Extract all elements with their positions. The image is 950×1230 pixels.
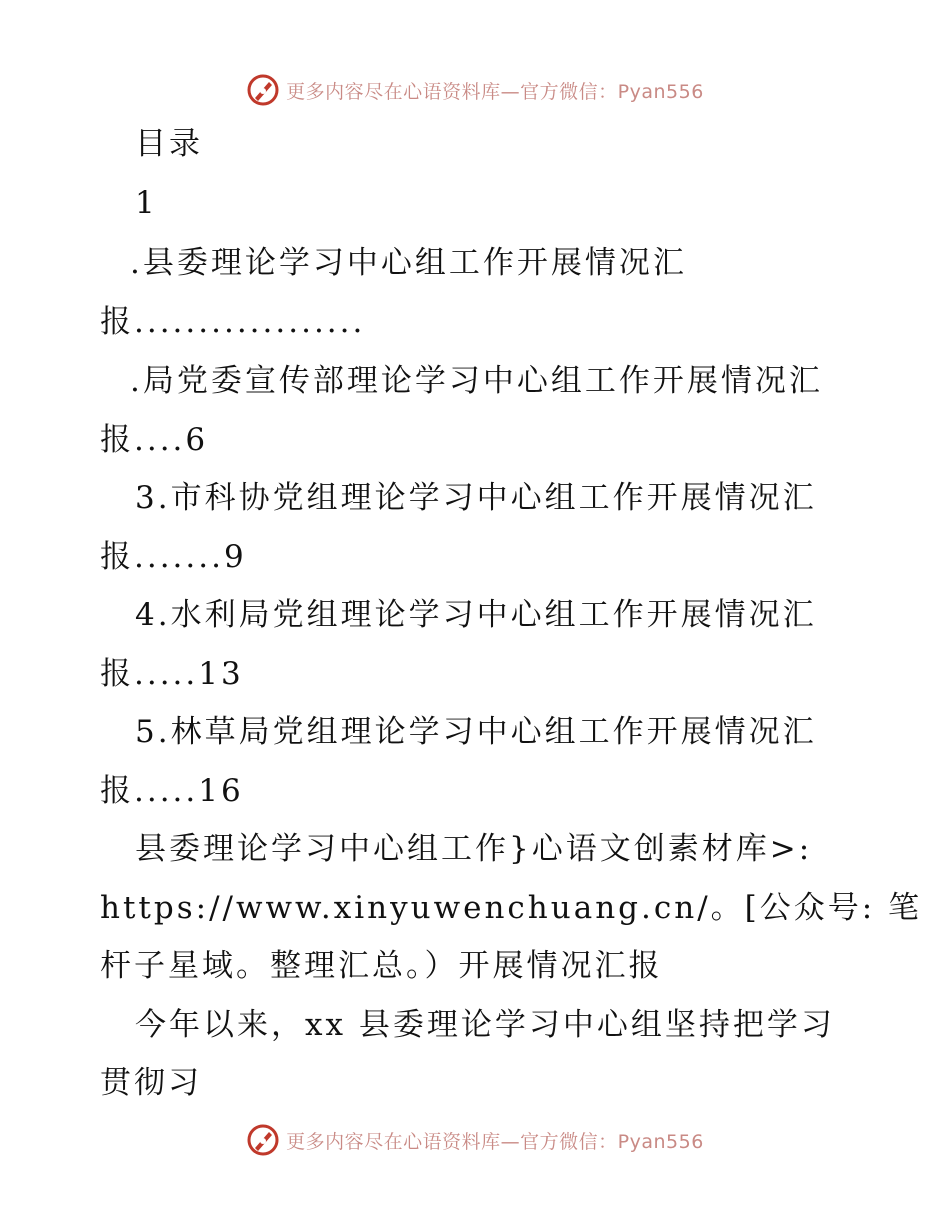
toc-entry-4-line2: 报.....13	[100, 656, 244, 692]
toc-heading: 目录	[135, 126, 203, 162]
watermark-text: 更多内容尽在心语资料库—官方微信：Pyan556	[286, 1130, 704, 1153]
toc-entry-3-line2: 报.......9	[100, 539, 247, 575]
toc-entry-1-line2: 报..................	[100, 304, 366, 340]
body-paragraph-line1: 今年以来，xx 县委理论学习中心组坚持把学习	[135, 1007, 835, 1043]
toc-entry-5-line2: 报.....16	[100, 773, 244, 809]
footer-watermark	[0, 1120, 950, 1160]
toc-entry-3-line1: 3.市科协党组理论学习中心组工作开展情况汇	[135, 480, 817, 516]
watermark-text: 更多内容尽在心语资料库—官方微信：Pyan556	[286, 80, 704, 103]
toc-entry-2-line1: .局党委宣传部理论学习中心组工作开展情况汇	[130, 363, 823, 399]
section-title-line1: 县委理论学习中心组工作}心语文创素材库>:	[135, 831, 813, 867]
pen-logo-icon	[246, 1123, 280, 1157]
toc-entry-2-line2: 报....6	[100, 422, 209, 458]
section-title-line2: https://www.xinyuwenchuang.cn/。[公众号: 笔	[100, 890, 923, 926]
section-title-line3: 杆子星域。整理汇总。）开展情况汇报	[100, 948, 663, 984]
body-paragraph-line2: 贯彻习	[100, 1065, 202, 1101]
toc-entry-4-line1: 4.水利局党组理论学习中心组工作开展情况汇	[135, 597, 817, 633]
toc-entry-1-line1: .县委理论学习中心组工作开展情况汇	[130, 245, 687, 281]
toc-entry-5-line1: 5.林草局党组理论学习中心组工作开展情况汇	[135, 714, 817, 750]
toc-number: 1	[135, 185, 158, 221]
